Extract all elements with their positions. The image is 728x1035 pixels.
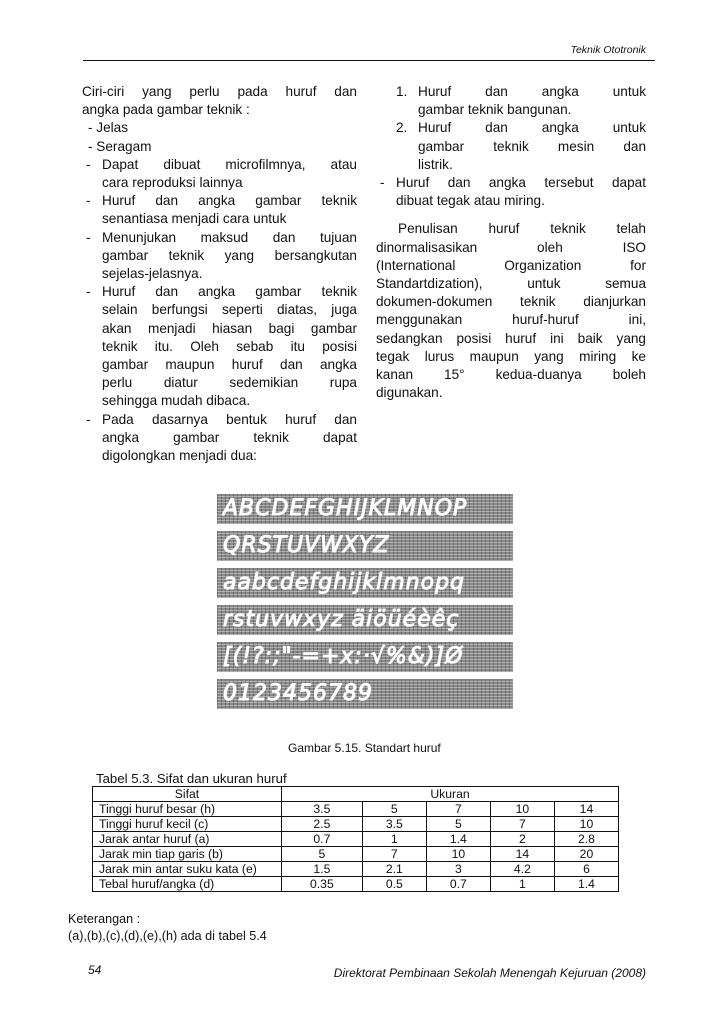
note-heading: Keterangan :	[68, 912, 141, 926]
table-cell: Tebal huruf/angka (d)	[93, 877, 282, 892]
table-cell: 3.5	[362, 817, 426, 832]
table-cell: 2	[490, 832, 554, 847]
intro-line: Ciri-ciri yang perlu pada huruf dan	[82, 84, 357, 99]
list-item-line: gambar maupun huruf dan angka	[102, 357, 357, 373]
table-header-cell: Ukuran	[282, 787, 619, 802]
list-item-line: teknik itu. Oleh sebab itu posisi	[102, 338, 357, 354]
table-cell: 0.35	[282, 877, 363, 892]
table-cell: 7	[362, 847, 426, 862]
table-header-row	[93, 787, 619, 802]
dash-marker: -	[86, 411, 91, 427]
numbered-item-line: gambar teknik bangunan.	[418, 102, 572, 118]
figure-row	[217, 494, 513, 524]
dash-marker: -	[380, 175, 385, 191]
table-cell: 4.2	[490, 862, 554, 877]
table-cell: 1	[490, 877, 554, 892]
table-cell: 5	[362, 802, 426, 817]
header-rule	[83, 60, 655, 61]
right-column	[376, 83, 646, 402]
list-item-line: sejelas-jelasnya.	[102, 266, 203, 282]
table-cell: 6	[554, 862, 618, 877]
table-title: Tabel 5.3. Sifat dan ukuran huruf	[96, 771, 287, 786]
table-cell: 1.5	[282, 862, 363, 877]
list-item	[82, 411, 357, 466]
table-row	[93, 862, 619, 877]
table-row	[93, 817, 619, 832]
footer-text: Direktorat Pembinaan Sekolah Menengah Kejuruan (2008)	[333, 966, 646, 980]
list-item	[82, 156, 357, 192]
table-cell: Jarak min antar suku kata (e)	[93, 862, 282, 877]
table-cell: 7	[490, 817, 554, 832]
figure-row-text: rstuvwxyz äiöüéèêç	[223, 607, 460, 632]
numbered-item	[376, 83, 646, 119]
table-cell: 5	[282, 847, 363, 862]
numbered-item-line: listrik.	[418, 156, 453, 172]
table-cell: 2.8	[554, 832, 618, 847]
table-cell: Jarak min tiap garis (b)	[93, 847, 282, 862]
dash-marker: -	[86, 193, 91, 209]
table-cell: 2.5	[282, 817, 363, 832]
list-item-line: cara reproduksi lainnya	[102, 175, 243, 191]
list-item-line: senantiasa menjadi cara untuk	[102, 211, 287, 227]
figure-caption: Gambar 5.15. Standart huruf	[288, 741, 441, 755]
list-item-line: Dapat dibuat microfilmnya, atau	[102, 156, 357, 172]
paragraph-line: tegak lurus maupun yang miring ke	[376, 348, 646, 364]
table-cell: 2.1	[362, 862, 426, 877]
running-header-title: Teknik Ototronik	[570, 44, 646, 56]
table-cell: Tinggi huruf kecil (c)	[93, 817, 282, 832]
figure-row	[217, 605, 513, 635]
iso-paragraph	[376, 220, 646, 402]
paragraph-line: kanan 15° kedua-duanya boleh	[376, 367, 646, 383]
table-cell: 10	[554, 817, 618, 832]
dash-marker: -	[86, 156, 91, 172]
numbered-item-line: Huruf dan angka untuk	[418, 120, 646, 136]
list-item-line: Huruf dan angka gambar teknik	[102, 193, 357, 209]
table-cell: 3	[426, 862, 490, 877]
item-number: 1.	[396, 84, 408, 99]
table-header-cell: Sifat	[93, 787, 282, 802]
figure-row	[217, 531, 513, 561]
list-item-line: angka gambar teknik dapat	[102, 429, 357, 445]
list-item	[82, 229, 357, 284]
table-cell: 1	[362, 832, 426, 847]
list-item-line: sehingga mudah dibaca.	[102, 393, 251, 409]
list-item	[376, 174, 646, 210]
letter-size-table	[92, 786, 619, 892]
paragraph-line: Standartdization), untuk semua	[376, 276, 646, 292]
intro-line: angka pada gambar teknik :	[82, 102, 250, 118]
paragraph-line: menggunakan huruf-huruf ini,	[376, 312, 646, 328]
lettering-figure	[217, 494, 513, 716]
list-item-line: Huruf dan angka tersebut dapat	[396, 175, 646, 191]
figure-row	[217, 642, 513, 672]
table-row	[93, 847, 619, 862]
list-item-line: gambar teknik yang bersangkutan	[102, 247, 357, 263]
numbered-item	[376, 119, 646, 174]
list-item-line: perlu diatur sedemikian rupa	[102, 375, 357, 391]
page-number: 54	[88, 963, 102, 977]
table-row	[93, 802, 619, 817]
figure-row-text: QRSTUVWXYZ	[223, 533, 390, 558]
figure-row	[217, 679, 513, 709]
table-cell: Tinggi huruf besar (h)	[93, 802, 282, 817]
table-cell: 1.4	[554, 877, 618, 892]
table-cell: 0.7	[282, 832, 363, 847]
paragraph-line: digunakan.	[376, 385, 443, 401]
list-item-line: Pada dasarnya bentuk huruf dan	[102, 411, 357, 427]
paragraph-line: sedangkan posisi huruf ini baik yang	[376, 330, 646, 346]
table-cell: 1.4	[426, 832, 490, 847]
dash-marker: -	[86, 284, 91, 300]
figure-row-text: [(!?:;"-=+x:·√%&)]Ø	[223, 644, 464, 669]
table-cell: 0.5	[362, 877, 426, 892]
table-cell: 10	[490, 802, 554, 817]
left-column	[82, 83, 357, 465]
list-item-line: dibuat tegak atau miring.	[396, 193, 545, 209]
figure-row	[217, 568, 513, 598]
list-item-line: akan menjadi hiasan bagi gambar	[102, 320, 357, 336]
list-item-line: Huruf dan angka gambar teknik	[102, 284, 357, 300]
list-item	[82, 283, 357, 410]
figure-row-text: 0123456789	[223, 681, 373, 706]
figure-row-text: ABCDEFGHIJKLMNOP	[223, 496, 468, 521]
note-text: (a),(b),(c),(d),(e),(h) ada di tabel 5.4	[68, 929, 267, 943]
table-cell: 0.7	[426, 877, 490, 892]
table-row	[93, 832, 619, 847]
table-cell: 14	[490, 847, 554, 862]
table-cell: 3.5	[282, 802, 363, 817]
list-item-text: - Seragam	[88, 138, 152, 154]
figure-row-text: aabcdefghijklmnopq	[223, 570, 466, 595]
numbered-item-line: Huruf dan angka untuk	[418, 84, 646, 99]
table-cell: 7	[426, 802, 490, 817]
list-item-line: digolongkan menjadi dua:	[102, 448, 257, 464]
paragraph-line: Penulisan huruf teknik telah	[398, 221, 646, 237]
table-cell: 10	[426, 847, 490, 862]
list-item-text: - Jelas	[88, 120, 129, 136]
list-item	[82, 119, 357, 137]
list-item-line: Menunjukan maksud dan tujuan	[102, 229, 357, 245]
table-cell: 5	[426, 817, 490, 832]
list-item	[82, 138, 357, 156]
list-item	[82, 192, 357, 228]
list-item-line: selain berfungsi seperti diatas, juga	[102, 302, 357, 318]
table-cell: 14	[554, 802, 618, 817]
numbered-item-line: gambar teknik mesin dan	[418, 138, 646, 154]
table-row	[93, 877, 619, 892]
item-number: 2.	[396, 120, 408, 136]
paragraph-line: dokumen-dokumen teknik dianjurkan	[376, 294, 646, 310]
paragraph-line: dinormalisasikan oleh ISO	[376, 239, 646, 255]
dash-marker: -	[86, 229, 91, 245]
table-cell: 20	[554, 847, 618, 862]
paragraph-line: (International Organization for	[376, 257, 646, 273]
table-cell: Jarak antar huruf (a)	[93, 832, 282, 847]
